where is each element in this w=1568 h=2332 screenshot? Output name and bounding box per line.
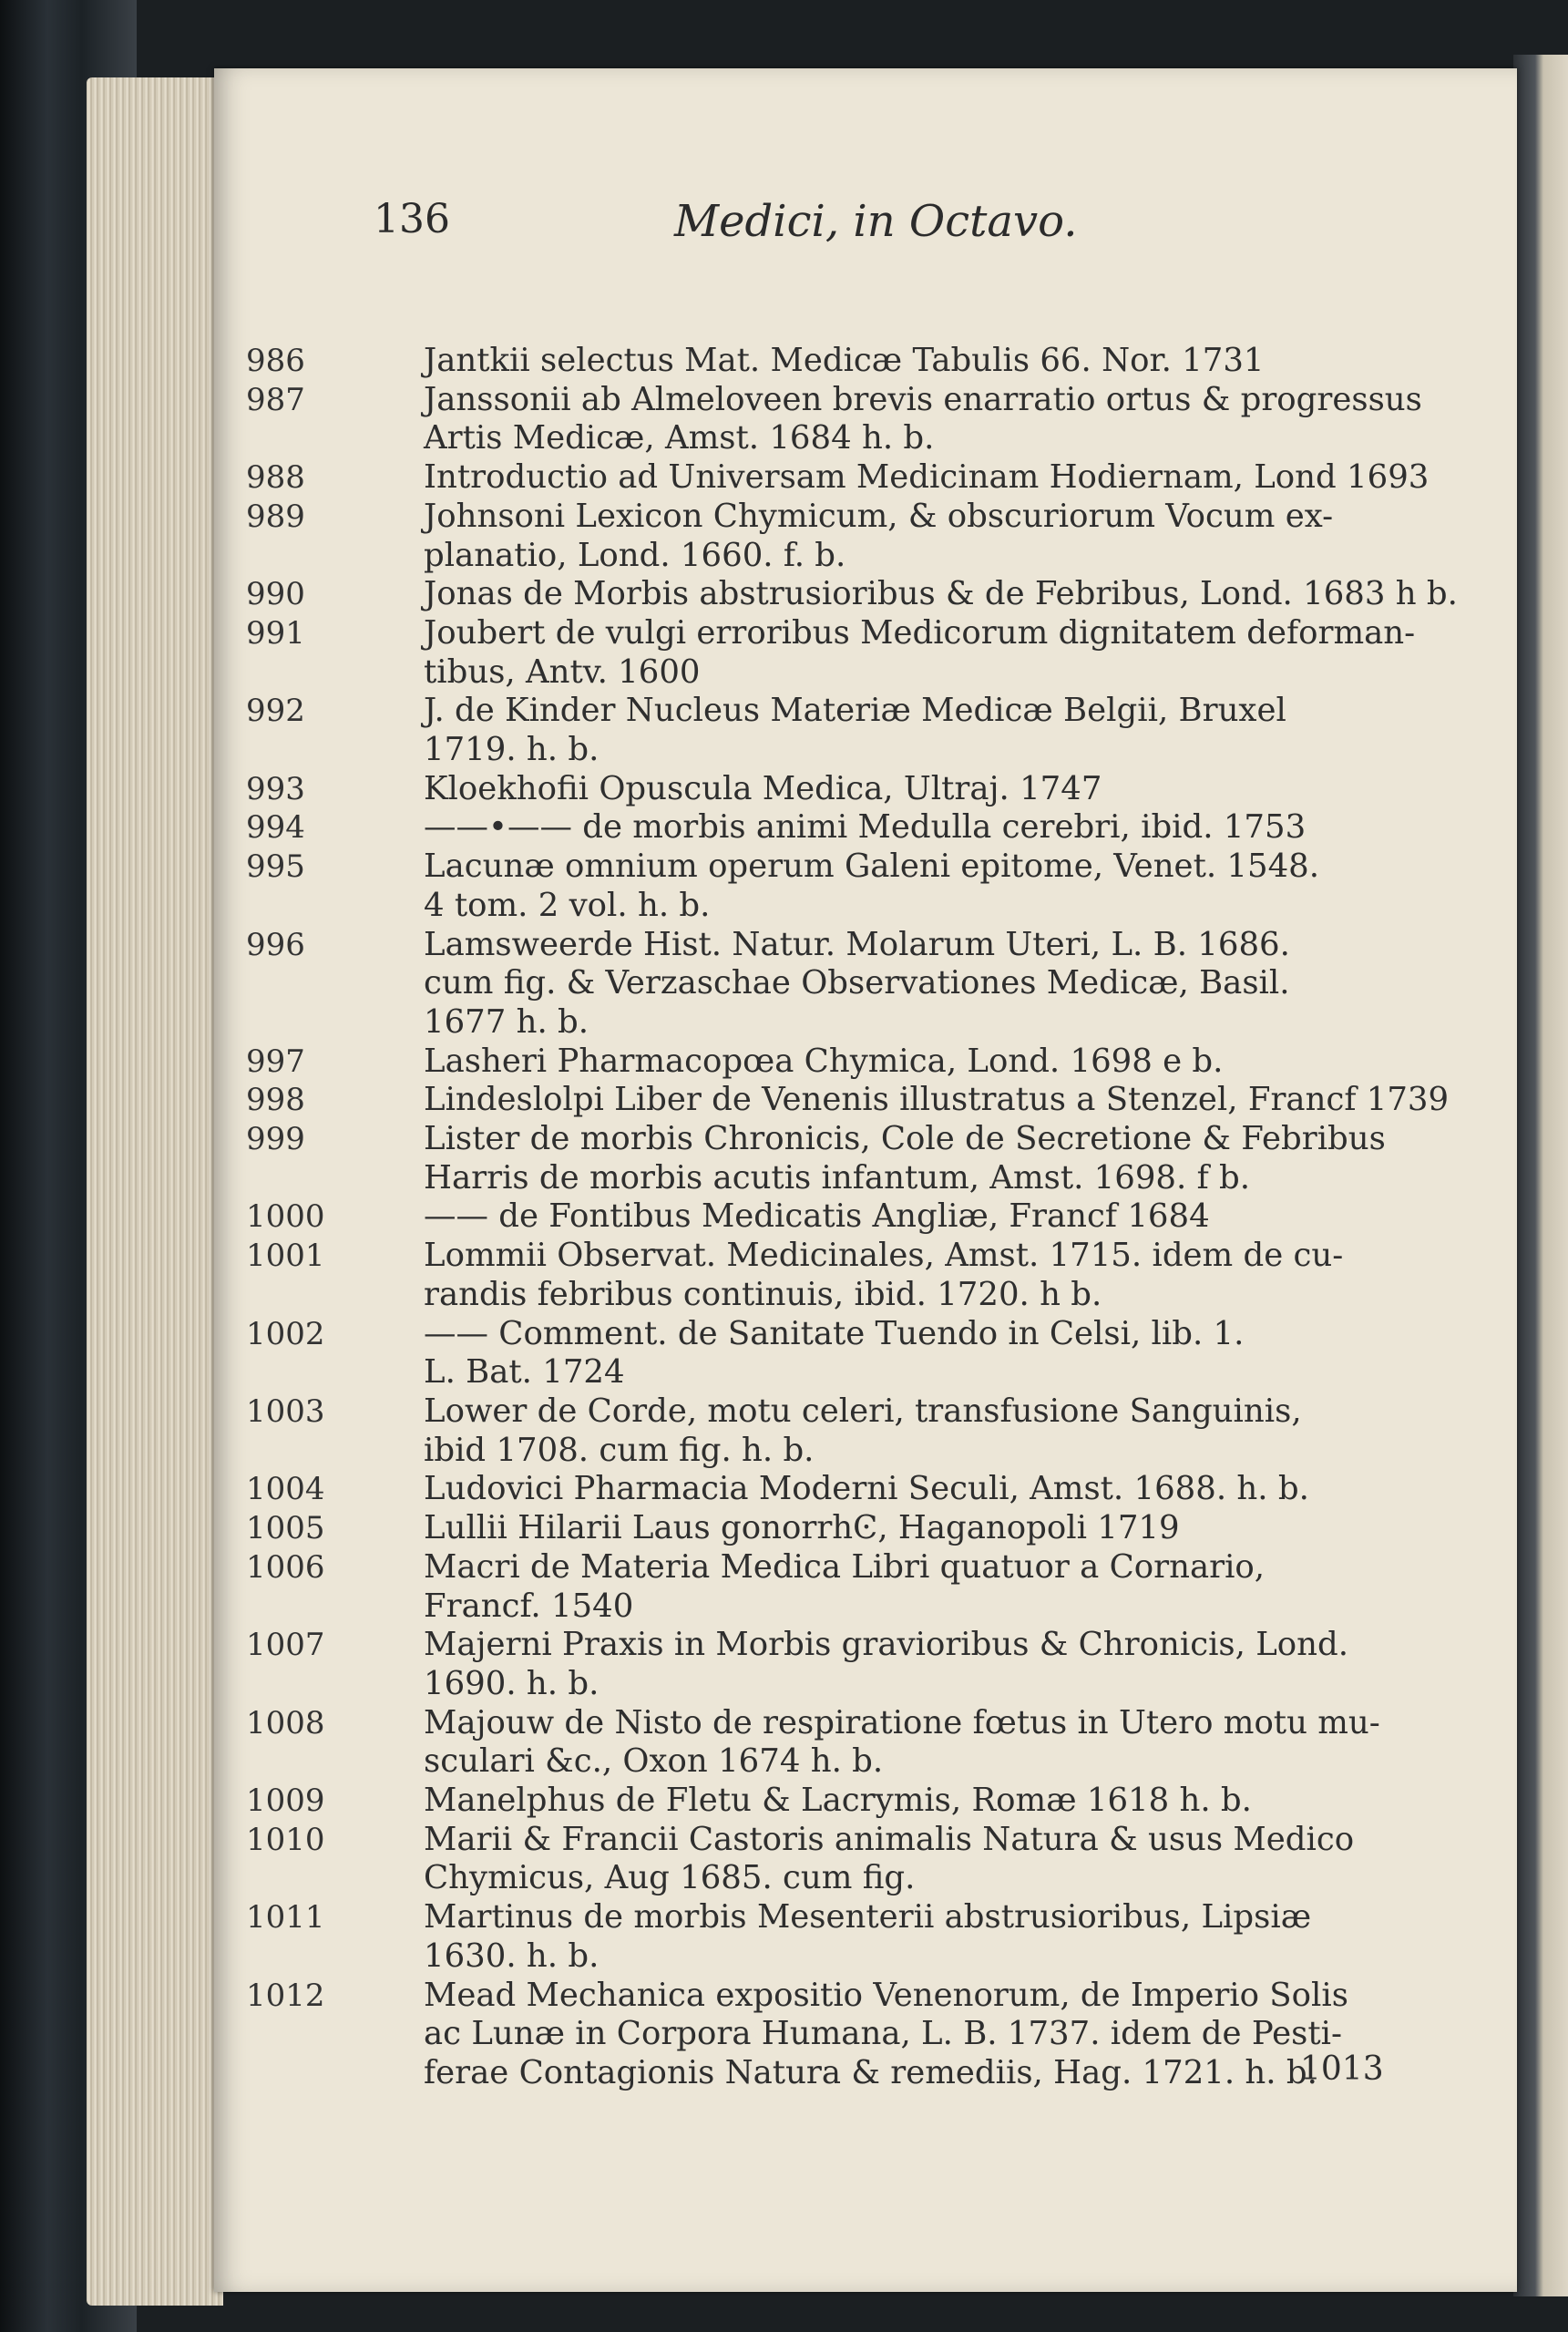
- entry-number: 991: [246, 614, 305, 652]
- entry-text: Jantkii selectus Mat. Medicæ Tabulis 66. Nor. 1731: [424, 342, 1265, 379]
- catalogue-entry: [246, 1976, 1568, 2093]
- entry-number: 1007: [246, 1627, 325, 1664]
- entry-text: Lullii Hilarii Laus gonorrhϾ, Haganopoli 1719: [424, 1509, 1180, 1547]
- entry-text: Introductio ad Universam Medicinam Hodiernam, Lond 1693: [424, 458, 1430, 497]
- page-header: [374, 196, 1303, 260]
- entry-number: 1010: [246, 1821, 325, 1858]
- entry-number: 996: [246, 926, 305, 963]
- catalogue-entry: [246, 1782, 1568, 1821]
- catalogue-entry: [246, 1081, 1568, 1120]
- catchword: 1013: [1300, 2050, 1384, 2088]
- catalogue-entry: [246, 692, 1568, 769]
- entry-number: 986: [246, 343, 305, 379]
- catalogue-entry: [246, 1547, 1568, 1626]
- entry-number: 997: [246, 1043, 305, 1080]
- catalogue-entry: [246, 1197, 1568, 1237]
- entry-text: Macri de Materia Medica Libri quatuor a Cornario, Francf. 1540: [424, 1547, 1266, 1625]
- entry-text: Majerni Praxis in Morbis gravioribus & Chronicis, Lond. 1690. h. b.: [424, 1626, 1349, 1702]
- catalogue-entry: [246, 925, 1568, 1043]
- entry-text: Lasheri Pharmacopœa Chymica, Lond. 1698 e b.: [424, 1042, 1224, 1080]
- entry-number: 1005: [246, 1510, 325, 1547]
- running-title: Medici, in Octavo.: [674, 196, 1078, 247]
- catalogue-entry: [246, 380, 1568, 458]
- catalogue-entry: [246, 1314, 1568, 1392]
- entry-number: 988: [246, 459, 305, 497]
- entry-number: 1002: [246, 1315, 325, 1352]
- catalogue-entry: [246, 1470, 1568, 1509]
- entry-text: Lister de morbis Chronicis, Cole de Secretione & Febribus Harris de morbis acutis infantum, Amst. 1698. f b.: [424, 1120, 1386, 1197]
- entry-number: 998: [246, 1082, 305, 1119]
- entry-text: ——•—— de morbis animi Medulla cerebri, ibid. 1753: [424, 808, 1307, 847]
- entry-number: 1001: [246, 1238, 325, 1275]
- catalogue-entry: [246, 1703, 1568, 1782]
- catalogue-entry: [246, 613, 1568, 692]
- entry-text: Kloekhofii Opuscula Medica, Ultraj. 1747: [424, 769, 1102, 807]
- catalogue-entry: [246, 769, 1568, 809]
- catalogue-entry: [246, 575, 1568, 614]
- entry-number: 1011: [246, 1899, 325, 1936]
- catalogue-entry: [246, 808, 1568, 848]
- catalogue-entry: [246, 1626, 1568, 1703]
- entry-number: 989: [246, 498, 305, 535]
- entry-text: Marii & Francii Castoris animalis Natura & usus Medico Chymicus, Aug 1685. cum fig.: [424, 1820, 1355, 1897]
- entry-number: 1008: [246, 1704, 325, 1741]
- entry-number: 1003: [246, 1392, 325, 1430]
- catalogue-entry: [246, 1509, 1568, 1548]
- catalogue-entry: [246, 1042, 1568, 1082]
- entry-number: 990: [246, 576, 305, 613]
- entry-number: 995: [246, 848, 305, 886]
- entry-number: 987: [246, 381, 305, 418]
- catalogue-entries: [246, 342, 1568, 2093]
- entry-text: Majouw de Nisto de respiratione fœtus in Utero motu mu- sculari &c., Oxon 1674 h. b.: [424, 1703, 1380, 1781]
- entry-text: Manelphus de Fletu & Lacrymis, Romæ 1618 h. b.: [424, 1782, 1252, 1820]
- entry-number: 1004: [246, 1471, 325, 1508]
- entry-number: 1009: [246, 1782, 325, 1820]
- catalogue-entry: [246, 342, 1568, 381]
- entry-text: —— Comment. de Sanitate Tuendo in Celsi, lib. 1. L. Bat. 1724: [424, 1314, 1245, 1392]
- entry-text: Mead Mechanica expositio Venenorum, de Imperio Solis ac Lunæ in Corpora Humana, L. B. 1737. idem de Pesti- ferae Contagionis Natura & remediis, Hag. 1721. h. b.: [424, 1976, 1348, 2091]
- entry-text: Lower de Corde, motu celeri, transfusione Sanguinis, ibid 1708. cum fig. h. b.: [424, 1392, 1302, 1469]
- entry-text: Johnsoni Lexicon Chymicum, & obscuriorum Vocum ex- planatio, Lond. 1660. f. b.: [424, 497, 1334, 574]
- entry-text: Lacunæ omnium operum Galeni epitome, Venet. 1548. 4 tom. 2 vol. h. b.: [424, 848, 1320, 924]
- entry-text: Jonas de Morbis abstrusioribus & de Febribus, Lond. 1683 h b.: [424, 575, 1458, 613]
- entry-number: 992: [246, 693, 305, 730]
- page-block-edges: [87, 77, 223, 2306]
- entry-text: Lamsweerde Hist. Natur. Molarum Uteri, L. B. 1686. cum fig. & Verzaschae Observationes Medicæ, Basil. 1677 h. b.: [424, 925, 1290, 1041]
- catalogue-entry: [246, 497, 1568, 575]
- entry-text: Lommii Observat. Medicinales, Amst. 1715. idem de cu- randis febribus continuis, ibid. 1720. h b.: [424, 1237, 1344, 1313]
- book-page: [214, 68, 1517, 2292]
- entry-number: 993: [246, 770, 305, 807]
- entry-text: Martinus de morbis Mesenterii abstrusioribus, Lipsiæ 1630. h. b.: [424, 1898, 1312, 1975]
- page-number: 136: [374, 196, 450, 242]
- entry-text: Joubert de vulgi erroribus Medicorum dignitatem deforman- tibus, Antv. 1600: [424, 613, 1416, 691]
- entry-text: Ludovici Pharmacia Moderni Seculi, Amst. 1688. h. b.: [424, 1470, 1309, 1508]
- catalogue-entry: [246, 458, 1568, 498]
- catalogue-entry: [246, 1237, 1568, 1314]
- entry-number: 999: [246, 1121, 305, 1158]
- catalogue-entry: [246, 848, 1568, 925]
- catalogue-entry: [246, 1120, 1568, 1197]
- entry-text: J. de Kinder Nucleus Materiæ Medicæ Belgii, Bruxel 1719. h. b.: [424, 692, 1286, 769]
- entry-text: Lindeslolpi Liber de Venenis illustratus a Stenzel, Francf 1739: [424, 1081, 1450, 1119]
- catalogue-entry: [246, 1898, 1568, 1976]
- entry-number: 1006: [246, 1548, 325, 1586]
- entry-number: 994: [246, 809, 305, 847]
- entry-text: Janssonii ab Almeloveen brevis enarratio ortus & progressus Artis Medicæ, Amst. 1684 h. b.: [424, 380, 1422, 457]
- catalogue-entry: [246, 1820, 1568, 1898]
- entry-number: 1012: [246, 1977, 325, 2014]
- catalogue-entry: [246, 1392, 1568, 1470]
- entry-text: —— de Fontibus Medicatis Angliæ, Francf 1684: [424, 1197, 1210, 1236]
- entry-number: 1000: [246, 1198, 325, 1236]
